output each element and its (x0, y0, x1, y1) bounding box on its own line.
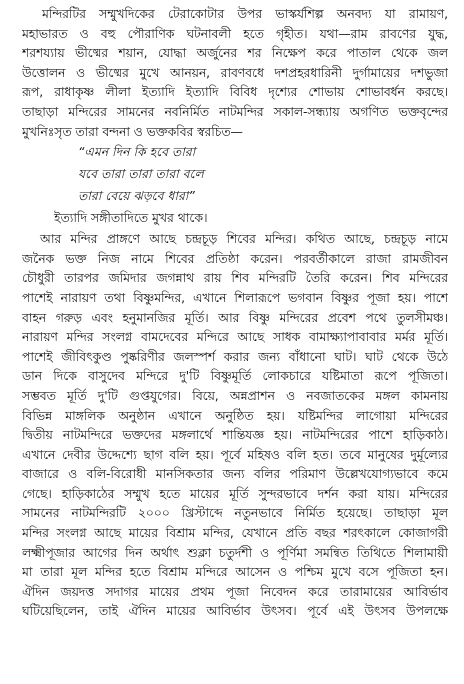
text-line: ঘটিয়েছিলেন, তাই ঐদিন মায়ের আবির্ভাব উৎসব। পূর্বে এই উৎসব উপলক্ষে (22, 603, 448, 619)
text-line: চৌধুরী তারপর জমিদার জগন্নাথ রায় শিব মন্দিরটি তৈরি করেন। শিব মন্দিরের (22, 270, 448, 286)
text-line: সম্ভবত মূর্তি দু'টি গুপ্তযুগের। বিয়ে, অন্নপ্রাশন ও নবজাতকের মঙ্গল কামনায় (22, 387, 448, 403)
text-line: মা তারা মূল মন্দির হতে বিশ্রাম মন্দিরে আসেন ও পশ্চিম মুখে বসে পূজিতা হন। (22, 564, 448, 580)
text-line: নারায়ণ মন্দির সংলগ্ন বামদেবের মন্দিরে আছে সাধক বামাক্ষ্যাপাবাবার মর্মর মূর্তি। (22, 329, 448, 345)
quote-line: তারা বেয়ে ঝড়বে ধারা” (78, 188, 195, 204)
text-line: মন্দির সংলগ্ন আছে মায়ের বিশ্রাম মন্দির, যেখানে প্রতি বছর শরৎকালে কোজাগরী (22, 525, 448, 541)
text-line: মুখনিঃসৃত তারা বন্দনা ও ভক্তকবির স্বরচিত— (22, 123, 243, 139)
text-line: জনৈক ভক্ত নিজ নামে শিবের প্রতিষ্ঠা করেন। পরবর্তীকালে রাজা রামজীবন (22, 250, 448, 266)
text-line: শরশয্যায় ভীষ্মের শয়ান, যোদ্ধা অর্জুনের শর নিক্ষেপ করে পাতাল থেকে জল (22, 45, 448, 61)
text-line: ডান দিকে বাসুদেব মন্দিরে দু'টি বিষ্ণুমূর্তি লোকচারে যষ্টিমাতা রূপে পূজিতা। (22, 368, 448, 384)
text-line: দ্বিতীয় নাটমন্দিরে ভক্তদের মঙ্গলার্থে শান্তিযজ্ঞ হয়। নাটমন্দিরের পাশে হাড়িকাঠ। (22, 427, 448, 443)
text-line: রূপ, রাধাকৃষ্ণ লীলা ইত্যাদি ইত্যাদি বিবিধ দৃশ্যের শোভায় শোভাবর্ধন করছে। (22, 84, 448, 100)
text-line: বাহন গরুড় এবং হনুমানজির মূর্তি। আর বিষ্ণু মন্দিরের প্রবেশ পথে তুলসীমঞ্চ। (22, 309, 448, 325)
text-line: বাজারে ও বলি-বিরোধী মানসিকতার জন্য বলির পরিমাণ উল্লেখযোগ্যভাবে কমে (22, 466, 448, 482)
quote-continuation: ইত্যাদি সঙ্গীতাদিতে মুখর থাকে। (54, 210, 208, 226)
text-line: মহাভারত ও বহু পৌরাণিক ঘটনাবলী হতে গৃহীত। যথা—রাম রাবণের যুদ্ধ, (22, 25, 448, 41)
text-line: আর মন্দির প্রাঙ্গণে আছে চন্দ্রচূড় শিবের মন্দির। কথিত আছে, চন্দ্রচূড় নামে (40, 231, 448, 247)
quote-line: “এমন দিন কি হবে তারা (78, 144, 196, 160)
quote-line: যবে তারা তারা তারা বলে (78, 166, 204, 182)
text-line: পাশেই নারায়ণ তথা বিষ্ণুমন্দির, এখানে শিলারূপে ভগবান বিষ্ণুর পূজা হয়। পাশে (22, 289, 448, 305)
text-line: ঐদিন জয়দত্ত সদাগর মায়ের প্রথম পূজা নিবেদন করে তারামায়ের আবির্ভাব (22, 583, 448, 599)
text-line: পাশেই জীবিৎকুণ্ড পুষ্করিণীর জলস্পর্শ করার জন্য বাঁধানো ঘাট। ঘাট থেকে উঠে (22, 348, 448, 364)
text-line: বিভিন্ন মাঙ্গলিক অনুষ্ঠান এখানে অনুষ্ঠিত হয়। যষ্টিমন্দির লাগোয়া মন্দিরের (22, 407, 448, 423)
text-line: তাছাড়া মন্দিরের সামনের নবনির্মিত নাটমন্দির সকাল-সন্ধ্যায় অগণিত ভক্তবৃন্দের (22, 103, 448, 119)
text-line: সামনের নাটমন্দিরটি ২০০০ খ্রিস্টাব্দে নতুনভাবে নির্মিত হয়েছে। তাছাড়া মূল (22, 505, 448, 521)
text-line: লক্ষ্মীপূজার আগের দিন অর্থাৎ শুক্লা চতুর্দশী ও পূর্ণিমা সমন্বিত তিথিতে শিলামায়ী (22, 544, 448, 560)
text-line: উত্তোলন ও ভীষ্মের মুখে আনয়ন, রাবণবধে দশপ্রহরধারিনী দুর্গামায়ের দশভুজা (22, 64, 448, 80)
text-line: মন্দিরটির সম্মুখদিকের টেরাকোটার উপর ভাস্কর্যশিল্প অনবদ্য যা রামায়ণ, (42, 6, 448, 21)
song-quote (22, 141, 448, 207)
text-line: এখানে দেবীর উদ্দেশ্যে ছাগ বলি হয়। পূর্বে মহিষও বলি হত। তবে মানুষের দুর্মূল্যের (22, 446, 448, 462)
paragraph-temple-courtyard (22, 229, 448, 621)
text-line: গেছে। হাড়িকাঠের সম্মুখ হতে মায়ের মূর্তি সুন্দরভাবে দর্শন করা যায়। মন্দিরের (22, 485, 448, 501)
document-page (22, 4, 448, 621)
paragraph-temple-terracotta (22, 4, 448, 141)
